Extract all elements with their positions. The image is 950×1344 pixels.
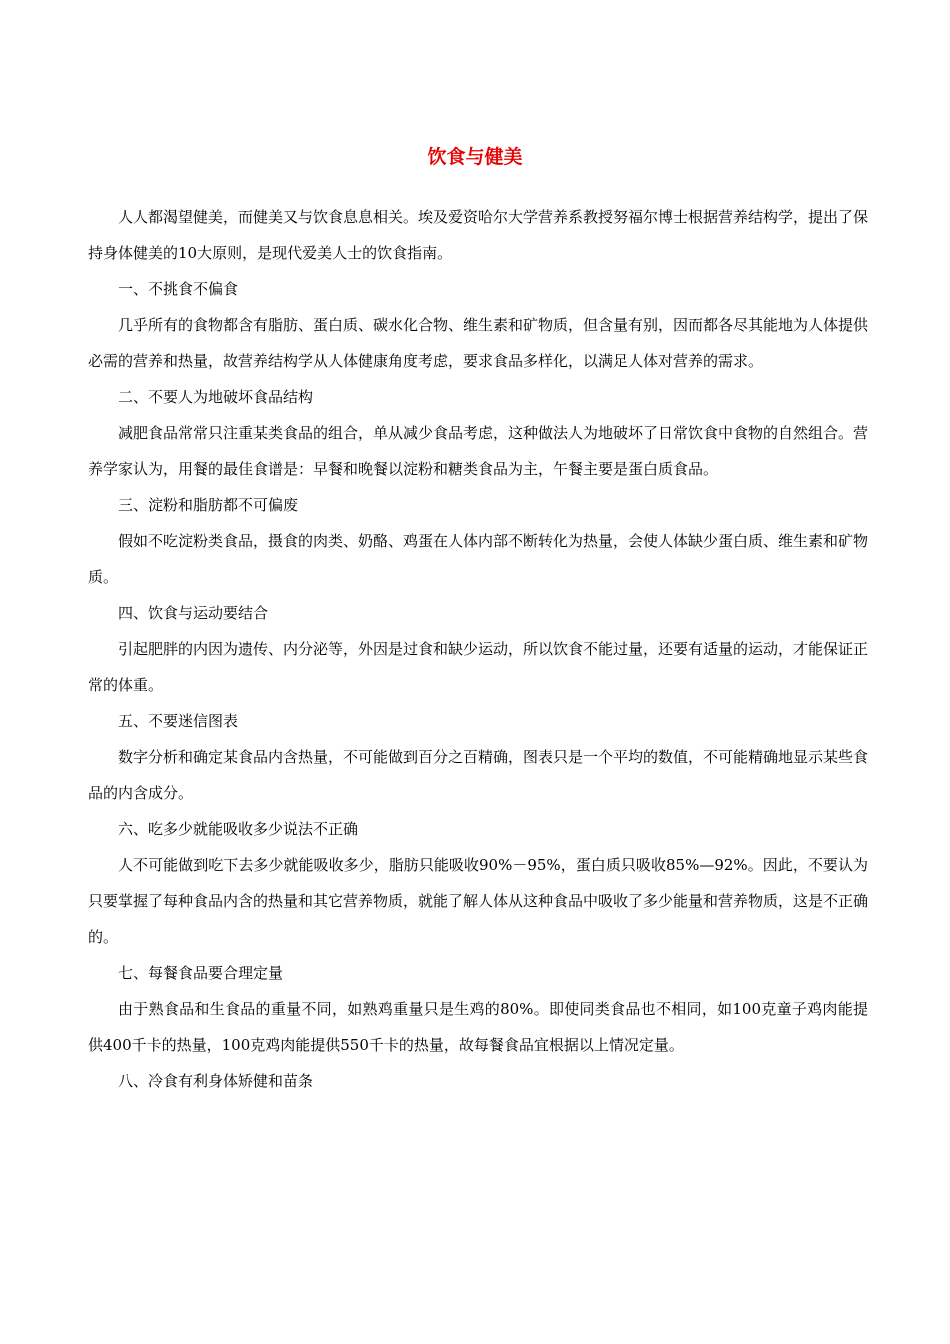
section-heading: 三、淀粉和脂肪都不可偏废 (118, 496, 299, 514)
section-heading: 二、不要人为地破坏食品结构 (118, 388, 314, 406)
section-paragraph: 数字分析和确定某食品内含热量，不可能做到百分之百精确，图表只是一个平均的数值，不可能精确地显示某些食品的内含成分。 (88, 748, 869, 802)
section-paragraph: 引起肥胖的内因为遗传、内分泌等，外因是过食和缺少运动，所以饮食不能过量，还要有适量的运动，才能保证正常的体重。 (88, 640, 869, 694)
section-heading: 四、饮食与运动要结合 (118, 604, 269, 622)
page-title: 饮食与健美 (427, 146, 523, 168)
section-paragraph: 假如不吃淀粉类食品，摄食的肉类、奶酪、鸡蛋在人体内部不断转化为热量，会使人体缺少蛋白质、维生素和矿物质。 (88, 532, 869, 586)
intro-paragraph: 人人都渴望健美，而健美又与饮食息息相关。埃及爱资哈尔大学营养系教授努福尔博士根据营养结构学，提出了保持身体健美的10大原则，是现代爱美人士的饮食指南。 (88, 208, 869, 262)
section-paragraph: 由于熟食品和生食品的重量不同，如熟鸡重量只是生鸡的80%。即使同类食品也不相同，如100克童子鸡肉能提供400千卡的热量，100克鸡肉能提供550千卡的热量，故每餐食品宜根据以上情况定量。 (88, 1000, 868, 1054)
section-heading: 六、吃多少就能吸收多少说法不正确 (118, 820, 359, 838)
section-heading: 一、不挑食不偏食 (118, 280, 239, 298)
section-paragraph: 几乎所有的食物都含有脂肪、蛋白质、碳水化合物、维生素和矿物质，但含量有别，因而都各尽其能地为人体提供必需的营养和热量，故营养结构学从人体健康角度考虑，要求食品多样化，以满足人体对营养的需求。 (88, 316, 869, 370)
section-paragraph: 人不可能做到吃下去多少就能吸收多少，脂肪只能吸收90%－95%，蛋白质只吸收85%—92%。因此，不要认为只要掌握了每种食品内含的热量和其它营养物质，就能了解人体从这种食品中吸收了多少能量和营养物质，这是不正确的。 (88, 856, 869, 946)
section-heading: 八、冷食有利身体矫健和苗条 (118, 1072, 314, 1090)
section-paragraph: 减肥食品常常只注重某类食品的组合，单从减少食品考虑，这种做法人为地破坏了日常饮食中食物的自然组合。营养学家认为，用餐的最佳食谱是：早餐和晚餐以淀粉和糖类食品为主，午餐主要是蛋白质食品。 (88, 424, 869, 478)
section-heading: 七、每餐食品要合理定量 (118, 964, 284, 982)
section-heading: 五、不要迷信图表 (118, 712, 239, 730)
article-body (88, 199, 868, 1099)
